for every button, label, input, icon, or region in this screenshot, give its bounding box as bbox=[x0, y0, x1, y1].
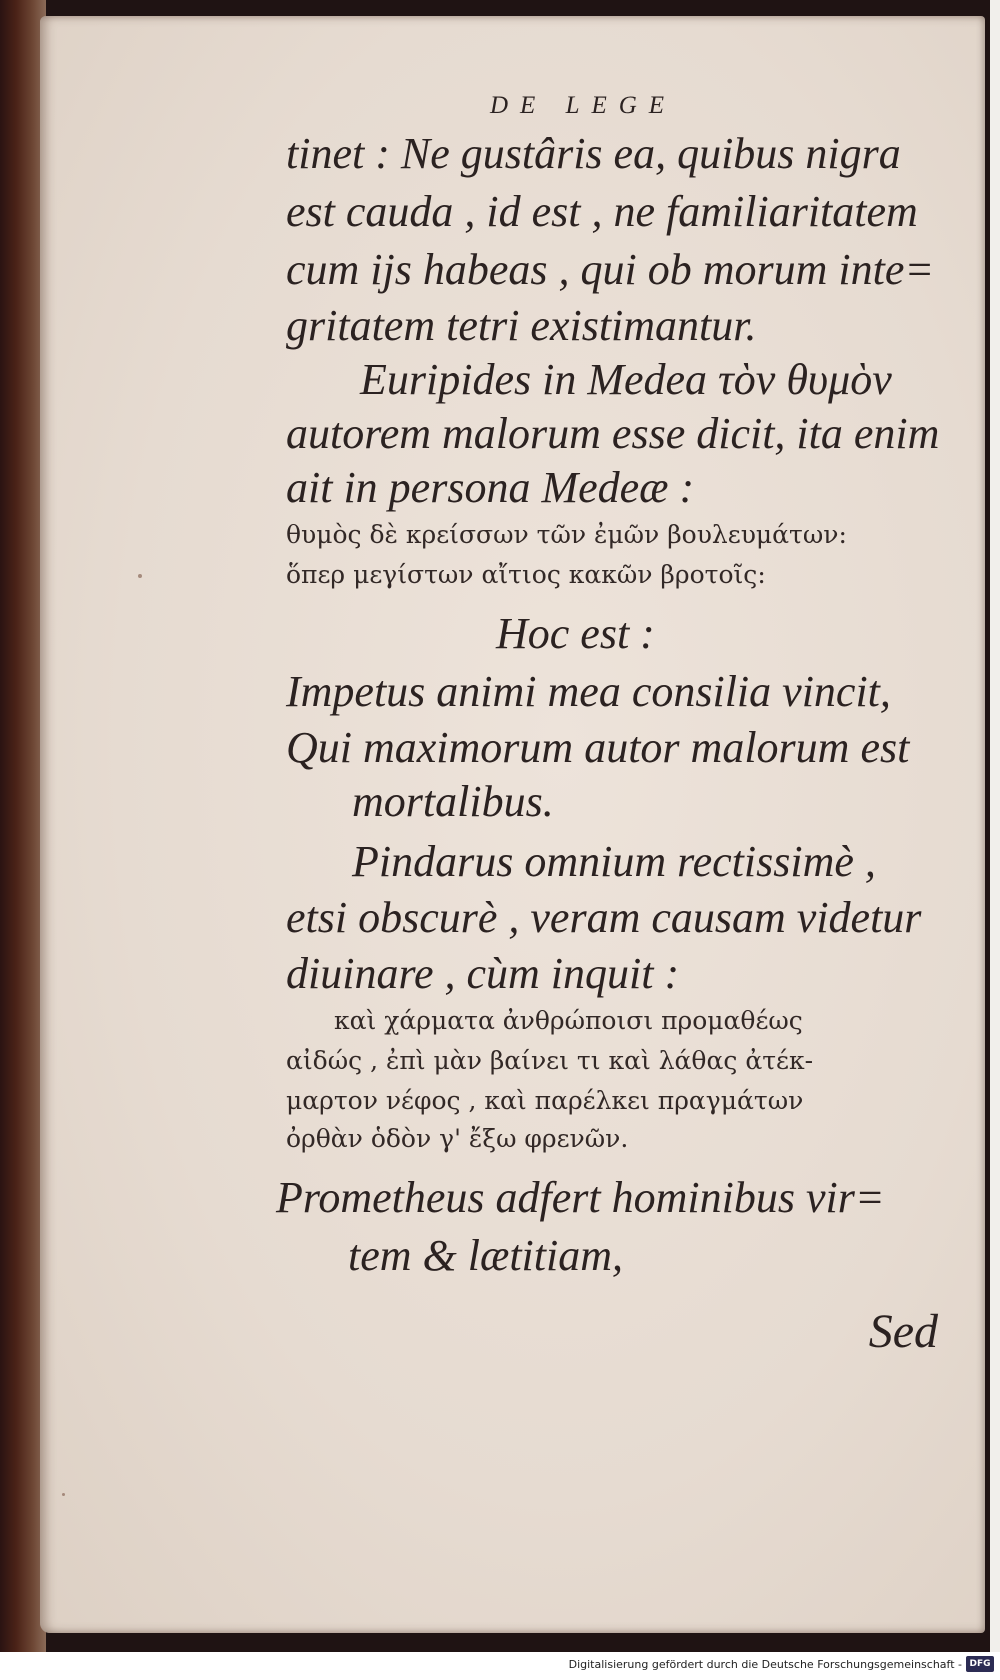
funding-credit: Digitalisierung gefördert durch die Deutsche Forschungsgemeinschaft - bbox=[568, 1658, 962, 1671]
greek-quote-line: αἰδώς , ἐπὶ μὰν βαίνει τι καὶ λάθας ἀτέκ- bbox=[286, 1046, 814, 1075]
translation-line: Impetus animi mea consilia vincit, bbox=[286, 667, 891, 716]
hoc-est-heading: Hoc est : bbox=[496, 609, 655, 658]
text-line: cum ijs habeas , qui ob morum inte= bbox=[286, 245, 935, 294]
text-line: gritatem tetri existimantur. bbox=[286, 301, 757, 350]
text-line: autorem malorum esse dicit, ita enim bbox=[286, 409, 940, 458]
running-head: DE LEGE bbox=[490, 92, 677, 119]
greek-quote-line: καὶ χάρματα ἀνθρώποισι προμαθέως bbox=[334, 1006, 803, 1035]
text-line: Pindarus omnium rectissimè , bbox=[352, 837, 876, 886]
translation-line: mortalibus. bbox=[352, 777, 554, 826]
greek-quote-line: θυμὸς δὲ κρείσσων τῶν ἐμῶν βουλευμάτων: bbox=[286, 520, 847, 549]
text-line: tem & lætitiam, bbox=[348, 1231, 623, 1280]
greek-quote-line: μαρτον νέφος , καὶ παρέλκει πραγμάτων bbox=[286, 1086, 804, 1115]
greek-quote-line: ὅπερ μεγίστων αἴτιος κακῶν βροτοῖς: bbox=[286, 560, 766, 589]
footer-bar bbox=[0, 1652, 1000, 1680]
text-line: ait in persona Medeæ : bbox=[286, 463, 695, 512]
text-line: Euripides in Medea τὸν θυμὸν bbox=[360, 355, 892, 404]
dfg-logo-icon: DFG bbox=[966, 1656, 994, 1672]
text-line: tinet : Ne gustâris ea, quibus nigra bbox=[286, 129, 901, 178]
translation-line: Qui maximorum autor malorum est bbox=[286, 723, 910, 772]
paper-speck bbox=[138, 574, 142, 578]
text-line: etsi obscurè , veram causam videtur bbox=[286, 893, 922, 942]
text-line: est cauda , id est , ne familiaritatem bbox=[286, 187, 918, 236]
greek-quote-line: ὀρθὰν ὁδὸν γ' ἔξω φρενῶν. bbox=[286, 1124, 629, 1153]
paper-speck bbox=[62, 1493, 65, 1496]
text-line: diuinare , cùm inquit : bbox=[286, 949, 680, 998]
text-line: Prometheus adfert hominibus vir= bbox=[276, 1173, 885, 1222]
catchword: Sed bbox=[868, 1305, 938, 1358]
